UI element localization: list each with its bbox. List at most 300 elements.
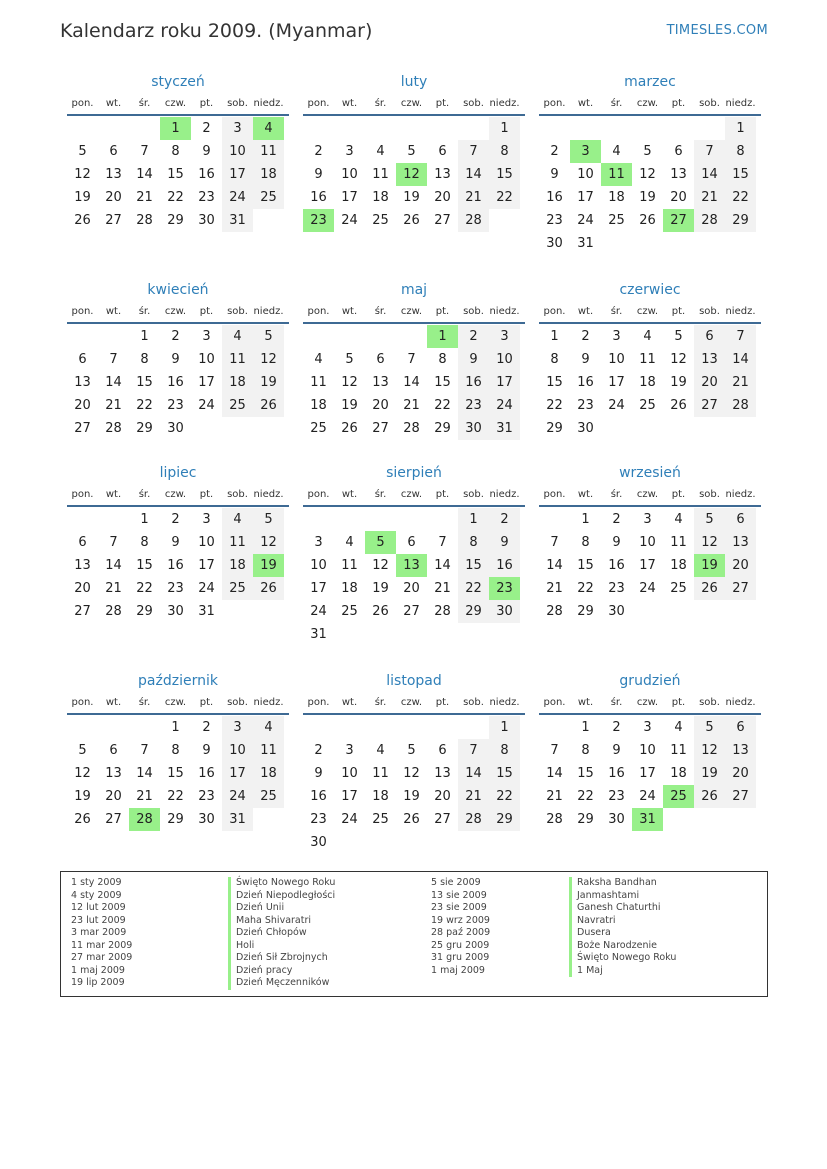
holiday-day-cell: 1	[160, 117, 191, 140]
day-cell: 15	[546, 375, 563, 390]
day-cell: 9	[314, 167, 323, 182]
day-cell: 11	[670, 743, 687, 758]
legend-dates-col2	[431, 877, 490, 977]
weekday-header	[303, 485, 525, 507]
weekday-label: wt.	[577, 98, 594, 109]
legend-date: 31 gru 2009	[431, 952, 490, 963]
month-block	[67, 669, 289, 831]
day-cell: 23	[167, 398, 184, 413]
day-cell: 30	[167, 421, 184, 436]
day-cell: 4	[674, 512, 683, 527]
day-cell: 26	[639, 213, 656, 228]
empty-cell	[396, 716, 427, 739]
empty-cell	[334, 325, 365, 348]
day-cell: 19	[341, 398, 358, 413]
day-cell: 2	[458, 325, 489, 348]
day-cell: 15	[434, 375, 451, 390]
day-cell: 25	[222, 394, 253, 417]
day-cell: 1	[140, 329, 149, 344]
day-cell: 4	[222, 325, 253, 348]
day-cell: 7	[407, 352, 416, 367]
empty-cell	[303, 508, 334, 531]
empty-cell	[539, 117, 570, 140]
day-cell: 2	[581, 329, 590, 344]
day-cell: 22	[136, 581, 153, 596]
empty-cell	[570, 117, 601, 140]
day-cell: 15	[167, 167, 184, 182]
day-cell: 29	[546, 421, 563, 436]
weekday-label: wt.	[105, 489, 122, 500]
weekday-label: śr.	[374, 489, 387, 500]
day-cell: 13	[670, 167, 687, 182]
day-cell: 14	[105, 558, 122, 573]
weekday-label: pon.	[543, 697, 566, 708]
day-cell: 9	[550, 167, 559, 182]
day-cell: 30	[577, 421, 594, 436]
empty-cell	[396, 508, 427, 531]
legend-date: 19 lip 2009	[71, 977, 125, 988]
weekday-label: śr.	[374, 98, 387, 109]
month-block	[303, 70, 525, 232]
day-cell: 25	[639, 398, 656, 413]
day-cell: 20	[725, 762, 756, 785]
day-cell: 21	[136, 190, 153, 205]
day-cell: 16	[310, 789, 327, 804]
day-cell: 19	[74, 190, 91, 205]
empty-cell	[694, 117, 725, 140]
day-cell: 29	[136, 604, 153, 619]
day-cell: 8	[458, 531, 489, 554]
day-cell: 30	[198, 812, 215, 827]
day-cell: 1	[489, 716, 520, 739]
holiday-day-cell: 4	[253, 117, 284, 140]
weekday-header	[303, 302, 525, 324]
day-cell: 17	[198, 558, 215, 573]
day-cell: 23	[608, 581, 625, 596]
day-cell: 24	[222, 186, 253, 209]
legend-names-col1	[228, 877, 335, 990]
day-grid	[67, 325, 289, 440]
month-block	[67, 461, 289, 623]
weekday-header	[67, 302, 289, 324]
day-cell: 7	[725, 325, 756, 348]
day-cell: 1	[458, 508, 489, 531]
month-block	[539, 461, 761, 623]
day-cell: 14	[546, 766, 563, 781]
holiday-day-cell: 12	[396, 163, 427, 186]
holiday-day-cell: 19	[253, 554, 284, 577]
weekday-header	[67, 94, 289, 116]
day-cell: 19	[694, 762, 725, 785]
weekday-label: czw.	[400, 306, 423, 317]
weekday-label: sob.	[463, 489, 484, 500]
empty-cell	[303, 325, 334, 348]
day-cell: 3	[202, 512, 211, 527]
day-cell: 19	[74, 789, 91, 804]
day-cell: 18	[608, 190, 625, 205]
day-cell: 19	[639, 190, 656, 205]
month-name: maj	[400, 282, 428, 298]
day-cell: 25	[372, 213, 389, 228]
day-cell: 20	[434, 190, 451, 205]
day-cell: 11	[310, 375, 327, 390]
month-name: sierpień	[386, 465, 442, 481]
month-block	[67, 278, 289, 440]
day-cell: 16	[198, 766, 215, 781]
day-cell: 27	[725, 785, 756, 808]
day-cell: 23	[198, 789, 215, 804]
day-cell: 30	[458, 417, 489, 440]
legend-date: 25 gru 2009	[431, 939, 490, 951]
weekday-label: sob.	[699, 489, 720, 500]
day-cell: 8	[489, 739, 520, 762]
holiday-day-cell: 31	[632, 808, 663, 831]
day-cell: 9	[581, 352, 590, 367]
month-name: luty	[400, 74, 428, 90]
legend-date: 11 mar 2009	[71, 939, 133, 951]
day-grid	[303, 508, 525, 646]
day-cell: 15	[577, 558, 594, 573]
month-name: wrzesień	[619, 465, 681, 481]
day-cell: 8	[489, 140, 520, 163]
day-cell: 13	[105, 766, 122, 781]
day-cell: 24	[639, 581, 656, 596]
day-cell: 29	[458, 600, 489, 623]
day-cell: 16	[489, 554, 520, 577]
day-cell: 10	[639, 535, 656, 550]
day-cell: 16	[608, 766, 625, 781]
day-cell: 17	[608, 375, 625, 390]
brand-link[interactable]: TIMESLES.COM	[666, 23, 768, 38]
day-cell: 7	[458, 140, 489, 163]
weekday-label: pt.	[671, 98, 686, 109]
day-cell: 1	[171, 720, 180, 735]
weekday-label: sob.	[699, 697, 720, 708]
legend-date: 23 sie 2009	[431, 902, 487, 913]
weekday-label: sob.	[227, 306, 248, 317]
day-cell: 28	[458, 209, 489, 232]
weekday-label: sob.	[227, 489, 248, 500]
day-cell: 31	[222, 808, 253, 831]
month-name: czerwiec	[619, 282, 681, 298]
day-cell: 27	[694, 394, 725, 417]
day-cell: 8	[171, 743, 180, 758]
day-cell: 24	[577, 213, 594, 228]
day-cell: 24	[489, 394, 520, 417]
weekday-label: niedz.	[725, 98, 756, 109]
day-grid	[303, 325, 525, 440]
day-cell: 28	[403, 421, 420, 436]
weekday-label: czw.	[636, 489, 659, 500]
day-cell: 6	[407, 535, 416, 550]
month-block	[303, 461, 525, 646]
day-cell: 8	[438, 352, 447, 367]
weekday-label: czw.	[400, 697, 423, 708]
day-cell: 11	[222, 531, 253, 554]
day-cell: 16	[608, 558, 625, 573]
day-cell: 25	[608, 213, 625, 228]
day-cell: 8	[725, 140, 756, 163]
day-cell: 9	[171, 535, 180, 550]
day-cell: 9	[171, 352, 180, 367]
day-cell: 27	[105, 213, 122, 228]
day-cell: 22	[458, 577, 489, 600]
legend-date: 23 lut 2009	[71, 914, 126, 926]
day-cell: 14	[434, 558, 451, 573]
day-cell: 2	[171, 512, 180, 527]
day-cell: 12	[694, 531, 725, 554]
holiday-day-cell: 3	[570, 140, 601, 163]
day-cell: 23	[167, 581, 184, 596]
weekday-label: wt.	[577, 697, 594, 708]
day-cell: 5	[345, 352, 354, 367]
day-cell: 8	[550, 352, 559, 367]
day-cell: 26	[341, 421, 358, 436]
day-cell: 15	[136, 375, 153, 390]
weekday-label: śr.	[138, 697, 151, 708]
weekday-label: niedz.	[489, 697, 520, 708]
day-cell: 27	[434, 812, 451, 827]
day-cell: 11	[253, 739, 284, 762]
day-cell: 5	[78, 743, 87, 758]
day-cell: 10	[198, 535, 215, 550]
day-cell: 6	[78, 352, 87, 367]
weekday-label: pt.	[435, 98, 450, 109]
legend-holiday-name: Janmashtami	[569, 890, 676, 903]
empty-cell	[67, 117, 98, 140]
weekday-label: niedz.	[253, 306, 284, 317]
day-cell: 31	[310, 627, 327, 642]
legend-date: 4 sty 2009	[71, 889, 122, 901]
day-cell: 5	[253, 508, 284, 531]
weekday-label: pt.	[435, 489, 450, 500]
weekday-label: wt.	[577, 489, 594, 500]
empty-cell	[98, 117, 129, 140]
empty-cell	[427, 716, 458, 739]
day-cell: 21	[105, 581, 122, 596]
weekday-label: czw.	[400, 489, 423, 500]
legend-holiday-name: Holi	[228, 940, 335, 953]
day-cell: 25	[222, 577, 253, 600]
day-cell: 6	[78, 535, 87, 550]
empty-cell	[365, 716, 396, 739]
empty-cell	[98, 325, 129, 348]
weekday-label: czw.	[636, 306, 659, 317]
day-cell: 18	[372, 789, 389, 804]
day-cell: 5	[643, 144, 652, 159]
day-cell: 16	[198, 167, 215, 182]
day-cell: 23	[310, 812, 327, 827]
empty-cell	[601, 117, 632, 140]
day-cell: 19	[403, 789, 420, 804]
day-cell: 25	[253, 785, 284, 808]
day-cell: 16	[310, 190, 327, 205]
empty-cell	[98, 716, 129, 739]
day-cell: 30	[167, 604, 184, 619]
day-cell: 6	[109, 144, 118, 159]
weekday-label: śr.	[610, 306, 623, 317]
day-cell: 11	[639, 352, 656, 367]
day-cell: 25	[310, 421, 327, 436]
legend-holiday-name: Maha Shivaratri	[228, 915, 335, 928]
day-cell: 16	[167, 375, 184, 390]
weekday-label: pt.	[199, 98, 214, 109]
weekday-label: pon.	[543, 306, 566, 317]
legend-dates-col1	[71, 877, 132, 990]
empty-cell	[67, 508, 98, 531]
weekday-label: śr.	[138, 98, 151, 109]
month-name: grudzień	[619, 673, 681, 689]
day-cell: 9	[612, 743, 621, 758]
day-cell: 9	[612, 535, 621, 550]
day-cell: 5	[78, 144, 87, 159]
weekday-label: wt.	[577, 306, 594, 317]
day-cell: 28	[725, 394, 756, 417]
weekday-label: niedz.	[489, 489, 520, 500]
day-cell: 13	[694, 348, 725, 371]
weekday-header	[303, 693, 525, 715]
day-cell: 20	[725, 554, 756, 577]
month-name: październik	[138, 673, 218, 689]
weekday-label: czw.	[636, 98, 659, 109]
day-cell: 26	[403, 213, 420, 228]
day-cell: 27	[74, 604, 91, 619]
weekday-label: niedz.	[253, 697, 284, 708]
holiday-day-cell: 11	[601, 163, 632, 186]
day-cell: 12	[253, 348, 284, 371]
legend-holiday-name: 1 Maj	[569, 965, 676, 978]
day-cell: 7	[438, 535, 447, 550]
weekday-label: wt.	[341, 697, 358, 708]
day-cell: 9	[314, 766, 323, 781]
day-cell: 29	[489, 808, 520, 831]
weekday-label: pt.	[199, 489, 214, 500]
day-cell: 20	[105, 789, 122, 804]
empty-cell	[365, 508, 396, 531]
day-cell: 18	[372, 190, 389, 205]
day-cell: 17	[341, 789, 358, 804]
weekday-header	[67, 693, 289, 715]
day-cell: 9	[458, 348, 489, 371]
weekday-label: niedz.	[253, 98, 284, 109]
day-cell: 13	[434, 766, 451, 781]
day-cell: 1	[550, 329, 559, 344]
day-cell: 30	[608, 812, 625, 827]
day-cell: 29	[725, 209, 756, 232]
day-cell: 26	[253, 394, 284, 417]
day-cell: 9	[489, 531, 520, 554]
day-cell: 12	[403, 766, 420, 781]
day-cell: 11	[253, 140, 284, 163]
day-cell: 22	[167, 789, 184, 804]
empty-cell	[539, 716, 570, 739]
day-cell: 6	[109, 743, 118, 758]
day-cell: 13	[725, 739, 756, 762]
day-cell: 7	[550, 535, 559, 550]
weekday-label: czw.	[164, 98, 187, 109]
day-cell: 25	[341, 604, 358, 619]
day-cell: 8	[581, 535, 590, 550]
day-cell: 12	[341, 375, 358, 390]
empty-cell	[334, 508, 365, 531]
day-cell: 21	[458, 186, 489, 209]
day-cell: 23	[608, 789, 625, 804]
empty-cell	[365, 325, 396, 348]
month-name: listopad	[386, 673, 442, 689]
weekday-header	[539, 302, 761, 324]
day-cell: 29	[577, 812, 594, 827]
day-cell: 2	[202, 720, 211, 735]
day-cell: 27	[434, 213, 451, 228]
day-cell: 4	[376, 144, 385, 159]
day-cell: 12	[372, 558, 389, 573]
day-cell: 7	[550, 743, 559, 758]
day-cell: 21	[434, 581, 451, 596]
day-cell: 18	[670, 766, 687, 781]
day-cell: 23	[546, 213, 563, 228]
day-cell: 5	[407, 743, 416, 758]
legend-holiday-name: Święto Nowego Roku	[569, 952, 676, 965]
day-cell: 28	[434, 604, 451, 619]
weekday-label: sob.	[463, 697, 484, 708]
empty-cell	[334, 117, 365, 140]
day-cell: 13	[434, 167, 451, 182]
day-cell: 6	[694, 325, 725, 348]
day-cell: 24	[198, 398, 215, 413]
weekday-label: pt.	[199, 697, 214, 708]
month-name: lipiec	[159, 465, 197, 481]
holiday-day-cell: 13	[396, 554, 427, 577]
weekday-header	[539, 485, 761, 507]
empty-cell	[98, 508, 129, 531]
day-cell: 17	[222, 163, 253, 186]
day-cell: 6	[674, 144, 683, 159]
weekday-label: sob.	[463, 306, 484, 317]
day-cell: 26	[694, 785, 725, 808]
month-block	[539, 278, 761, 440]
day-cell: 3	[643, 512, 652, 527]
day-cell: 28	[105, 421, 122, 436]
day-cell: 20	[434, 789, 451, 804]
legend-date: 27 mar 2009	[71, 952, 133, 963]
day-cell: 7	[109, 535, 118, 550]
day-cell: 1	[140, 512, 149, 527]
day-cell: 26	[670, 398, 687, 413]
day-cell: 18	[341, 581, 358, 596]
day-grid	[539, 716, 761, 831]
day-cell: 10	[608, 352, 625, 367]
holiday-day-cell: 28	[129, 808, 160, 831]
day-cell: 4	[376, 743, 385, 758]
day-cell: 29	[167, 213, 184, 228]
day-cell: 20	[105, 190, 122, 205]
weekday-label: niedz.	[489, 306, 520, 317]
weekday-label: niedz.	[253, 489, 284, 500]
weekday-label: pon.	[307, 697, 330, 708]
day-cell: 10	[198, 352, 215, 367]
legend-holiday-name: Ganesh Chaturthi	[569, 902, 676, 915]
weekday-label: wt.	[105, 306, 122, 317]
day-cell: 17	[639, 558, 656, 573]
day-cell: 13	[74, 558, 91, 573]
day-cell: 11	[222, 348, 253, 371]
month-block	[67, 70, 289, 232]
day-cell: 31	[198, 604, 215, 619]
day-cell: 6	[438, 743, 447, 758]
month-name: styczeń	[151, 74, 205, 90]
legend-date: 3 mar 2009	[71, 927, 127, 938]
day-cell: 5	[674, 329, 683, 344]
